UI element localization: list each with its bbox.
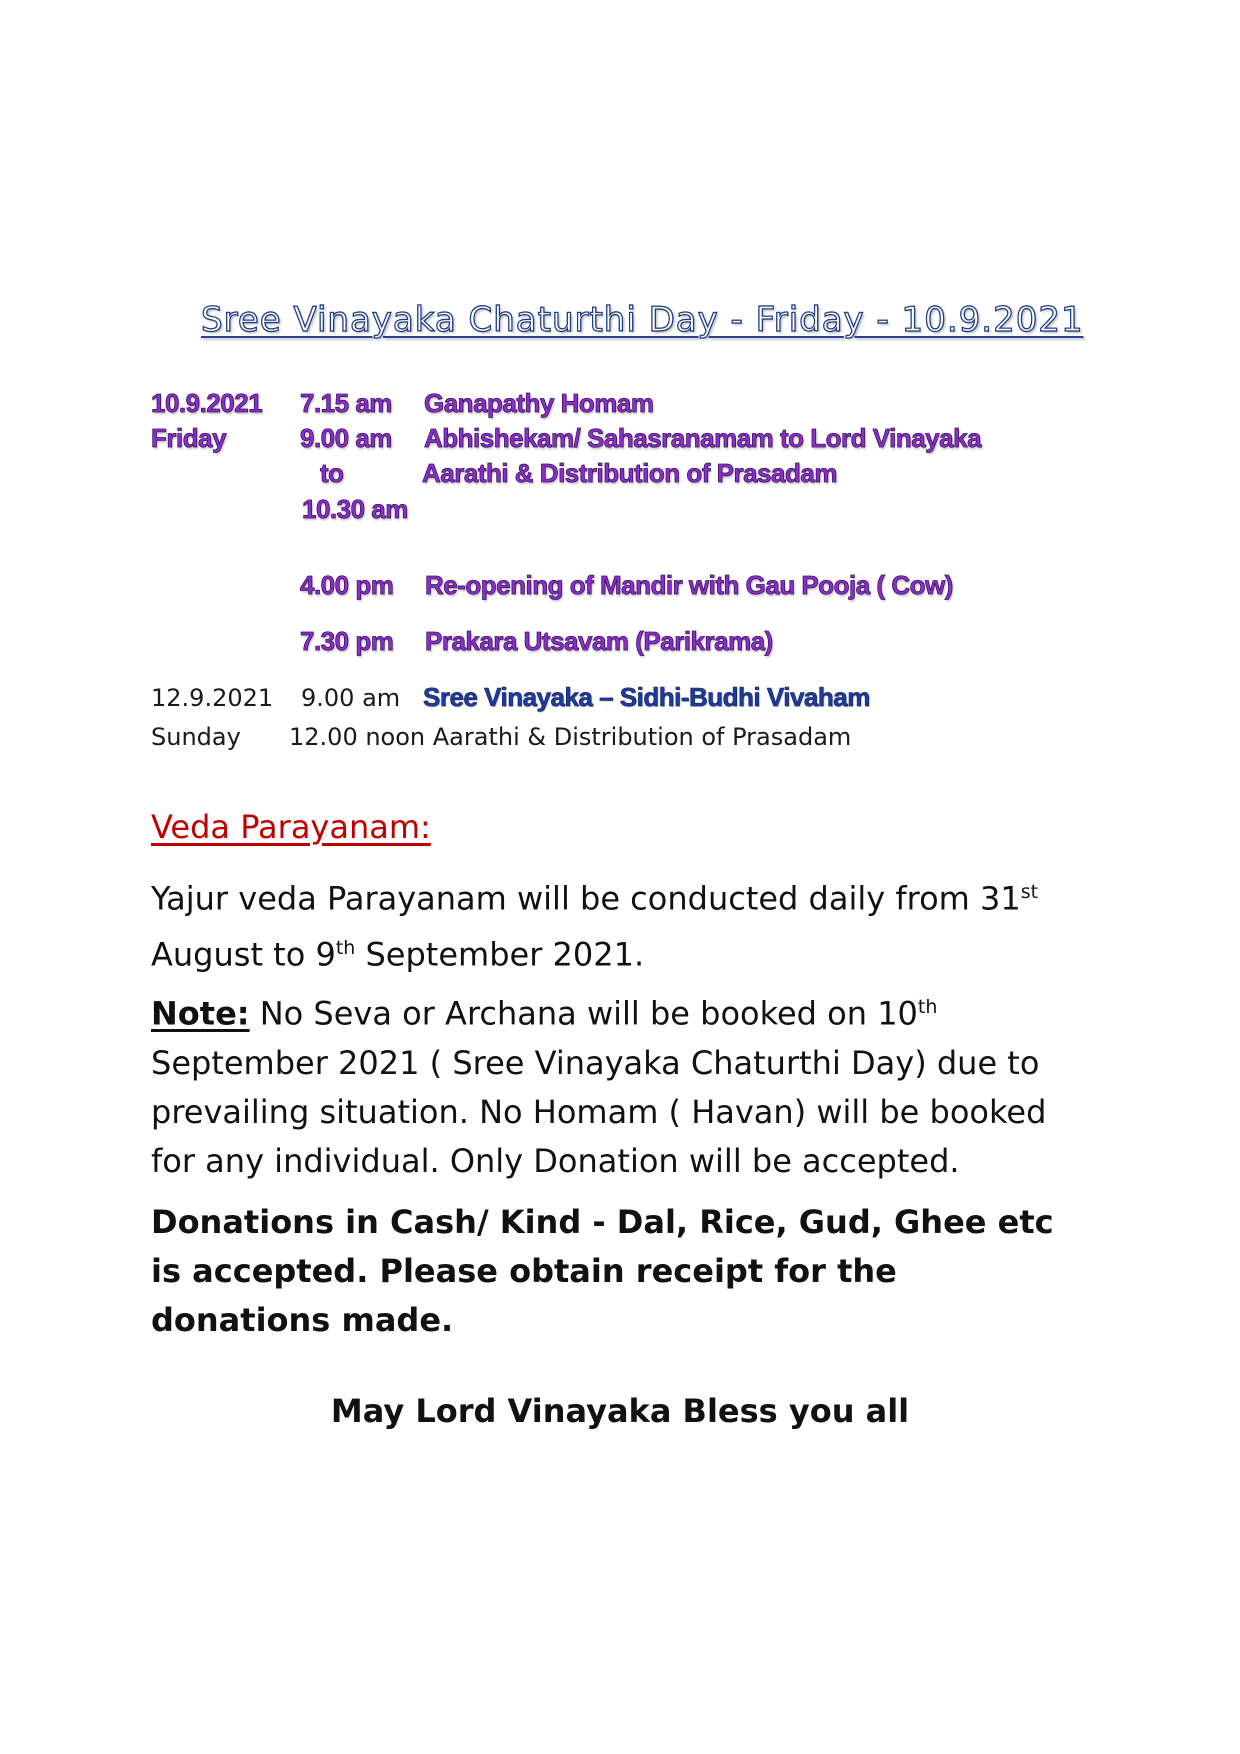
schedule-time: 9.00 am [301, 684, 401, 712]
superscript: st [1020, 881, 1039, 903]
schedule-time: 9.00 am [300, 423, 392, 453]
veda-heading: Veda Parayanam: [151, 808, 431, 846]
schedule-event: 12.00 noon Aarathi & Distribution of Prasadam [289, 723, 852, 751]
veda-text: August to 9 [151, 935, 336, 974]
schedule-event: Aarathi & Distribution of Prasadam [422, 458, 837, 488]
blessing: May Lord Vinayaka Bless you all [330, 1392, 910, 1430]
schedule-time: to [320, 458, 344, 488]
donations-paragraph: Donations in Cash/ Kind - Dal, Rice, Gud, Ghee etc is accepted. Please obtain receipt for the donations made. [151, 1203, 1054, 1339]
note-text: September 2021 ( Sree Vinayaka Chaturthi Day) due to prevailing situation. No Homam ( Havan) will be booked for any individual. Only Donation will be accepted. [151, 1043, 1047, 1180]
schedule-event: Ganapathy Homam [424, 388, 654, 418]
veda-paragraph [151, 868, 1091, 979]
friday-date: 10.9.2021 [151, 388, 263, 418]
schedule-time: 4.00 pm [300, 570, 394, 600]
schedule-event: Prakara Utsavam (Parikrama) [425, 626, 773, 656]
friday-day: Friday [151, 423, 227, 453]
superscript: th [335, 936, 356, 959]
sunday-day: Sunday [151, 723, 241, 751]
note-label: Note: [151, 994, 250, 1033]
schedule-time: 7.30 pm [300, 626, 394, 656]
schedule-event: Sree Vinayaka – Sidhi-Budhi Vivaham [423, 682, 870, 712]
schedule-event: Re-opening of Mandir with Gau Pooja ( Cow) [425, 570, 953, 600]
sunday-date: 12.9.2021 [151, 684, 274, 712]
veda-text: September 2021. [355, 935, 645, 974]
veda-text: Yajur veda Parayanam will be conducted daily from 31 [151, 879, 1021, 918]
note-text: No Seva or Archana will be booked on 10 [249, 994, 918, 1033]
schedule-event: Abhishekam/ Sahasranamam to Lord Vinayaka [424, 423, 982, 453]
schedule-time: 10.30 am [302, 494, 408, 524]
schedule-time: 7.15 am [300, 388, 392, 418]
superscript: th [917, 996, 938, 1018]
note-paragraph [151, 983, 1091, 1186]
page-title: Sree Vinayaka Chaturthi Day - Friday - 10.9.2021 [201, 300, 1084, 340]
